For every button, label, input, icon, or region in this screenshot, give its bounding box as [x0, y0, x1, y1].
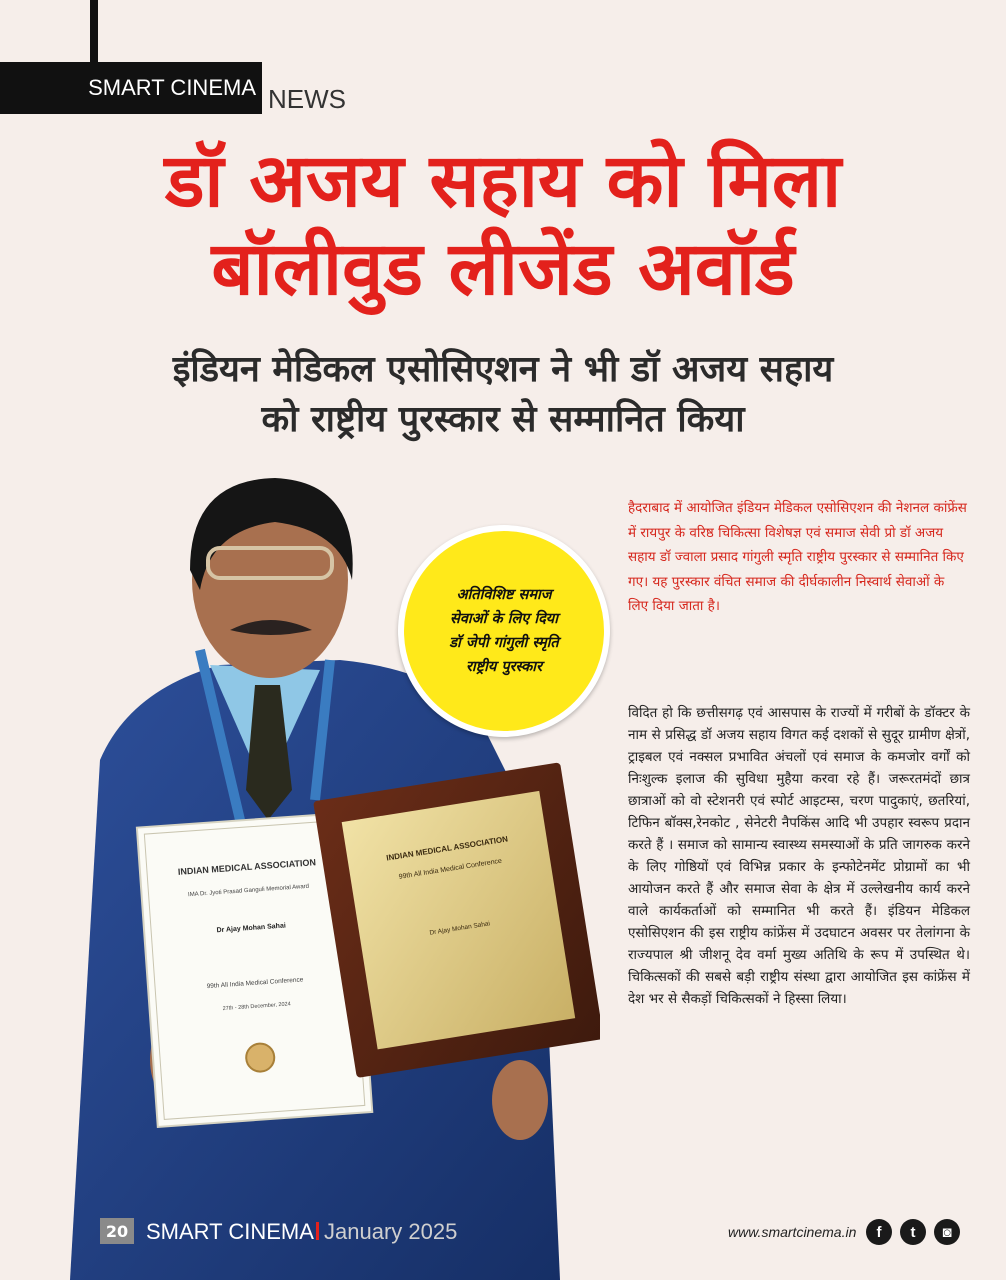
facebook-icon[interactable]: f [866, 1219, 892, 1245]
certificate-dates: 27th - 28th December, 2024 [222, 1001, 291, 1013]
headline-line1: डॉ अजय सहाय को मिला [164, 138, 842, 224]
page-number: 20 [100, 1218, 134, 1244]
right-hand [492, 1060, 548, 1140]
twitter-icon[interactable]: t [900, 1219, 926, 1245]
subheadline-line1: इंडियन मेडिकल एसोसिएशन ने भी डॉ अजय सहाय [172, 349, 834, 390]
certificate-award: IMA Dr. Jyoti Prasad Ganguli Memorial Award [187, 883, 310, 899]
footer-brand: SMART CINEMA [146, 1219, 314, 1244]
callout-line4: राष्ट्रीय पुरस्कार [466, 659, 542, 675]
certificate-name: Dr Ajay Mohan Sahai [216, 922, 287, 935]
certificate-seal [245, 1043, 275, 1073]
callout-line3: डॉ जेपी गांगुली स्मृति [449, 635, 559, 651]
headline-line2: बॉलीवुड लीजेंड अवॉर्ड [211, 226, 795, 312]
lead-paragraph: हैदराबाद में आयोजित इंडियन मेडिकल एसोसिएशन की नेशनल कांफ्रेंस में रायपुर के वरिष्ठ चिकित्सा विशेषज्ञ एवं समाज सेवी प्रो डॉ अजय सहाय डॉ ज्वाला प्रसाद गांगुली स्मृति राष्ट्रीय पुरस्कार से सम्मानित किए गए। यह पुरस्कार वंचित समाज की दीर्घकालीन निस्वार्थ सेवाओं के लिए दिया जाता है। [628, 500, 967, 614]
certificate-event: 99th All India Medical Conference [206, 976, 304, 991]
plaque-event: 99th All India Medical Conference [398, 857, 503, 881]
callout-bubble [398, 525, 610, 737]
footer-date: January 2025 [324, 1219, 458, 1244]
callout-line1: अतिविशिष्ट समाज [456, 587, 552, 603]
plaque [313, 762, 600, 1078]
top-rule [90, 0, 98, 62]
plaque-name: Dr Ajay Mohan Sahai [429, 920, 491, 937]
body-paragraph: विदित हो कि छत्तीसगढ़ एवं आसपास के राज्यों में गरीबों के डॉक्टर के नाम से प्रसिद्ध डॉ अजय सहाय विगत कई दशकों से सुदूर ग्रामीण क्षेत्रों, ट्राइबल एवं नक्सल प्रभावित अंचलों एवं समाज के कमजोर वर्गों को निःशुल्क इलाज की सुविधा मुहैया करवा रहे हैं। जरूरतमंदों छात्र छात्राओं को वो स्टेशनरी एवं स्पोर्ट आइटम्स, चरण पादुकाएं, छतरियां, टिफिन बॉक्स,रेनकोट , सेनेटरी नैपकिंस आदि भी उपहार स्वरूप प्रदान करते हैं । समाज को सामान्य स्वास्थ्य समस्याओं के प्रति जागरुक करने के लिए गोष्ठियों एवं विभिन्न प्रकार के इन्फोटेनमेंट प्रोग्रामों का भी आयोजन करते हैं और समाज सेवा के क्षेत्र में उल्लेखनीय कार्य करने वाले कार्यकर्ताओं को सम्मानित भी करते हैं। इंडियन मेडिकल एसोसिएशन की इस राष्ट्रीय कांफ्रेंस में उदघाटन अवसर पर तेलांगना के राज्यपाल श्री जीशनू देव वर्मा मुख्य अतिथि के रूप में उपस्थित थे। चिकित्सकों की सबसे बड़ी राष्ट्रीय संस्था द्वारा आयोजित इस कांफ्रेंस में देश भर से सैकड़ों चिकित्सकों ने हिस्सा लिया। [628, 705, 970, 1007]
footer-url[interactable]: www.smartcinema.in [728, 1224, 857, 1240]
subheadline-line2: को राष्ट्रीय पुरस्कार से सम्मानित किया [261, 399, 745, 440]
callout-line2: सेवाओं के लिए दिया [450, 611, 558, 627]
certificate-org: INDIAN MEDICAL ASSOCIATION [177, 857, 317, 877]
section-label: NEWS [268, 84, 346, 114]
footer-separator [316, 1222, 319, 1240]
section-brand-tab: SMART CINEMA [0, 62, 262, 114]
plaque-org: INDIAN MEDICAL ASSOCIATION [385, 834, 509, 863]
instagram-icon[interactable]: ◙ [934, 1219, 960, 1245]
